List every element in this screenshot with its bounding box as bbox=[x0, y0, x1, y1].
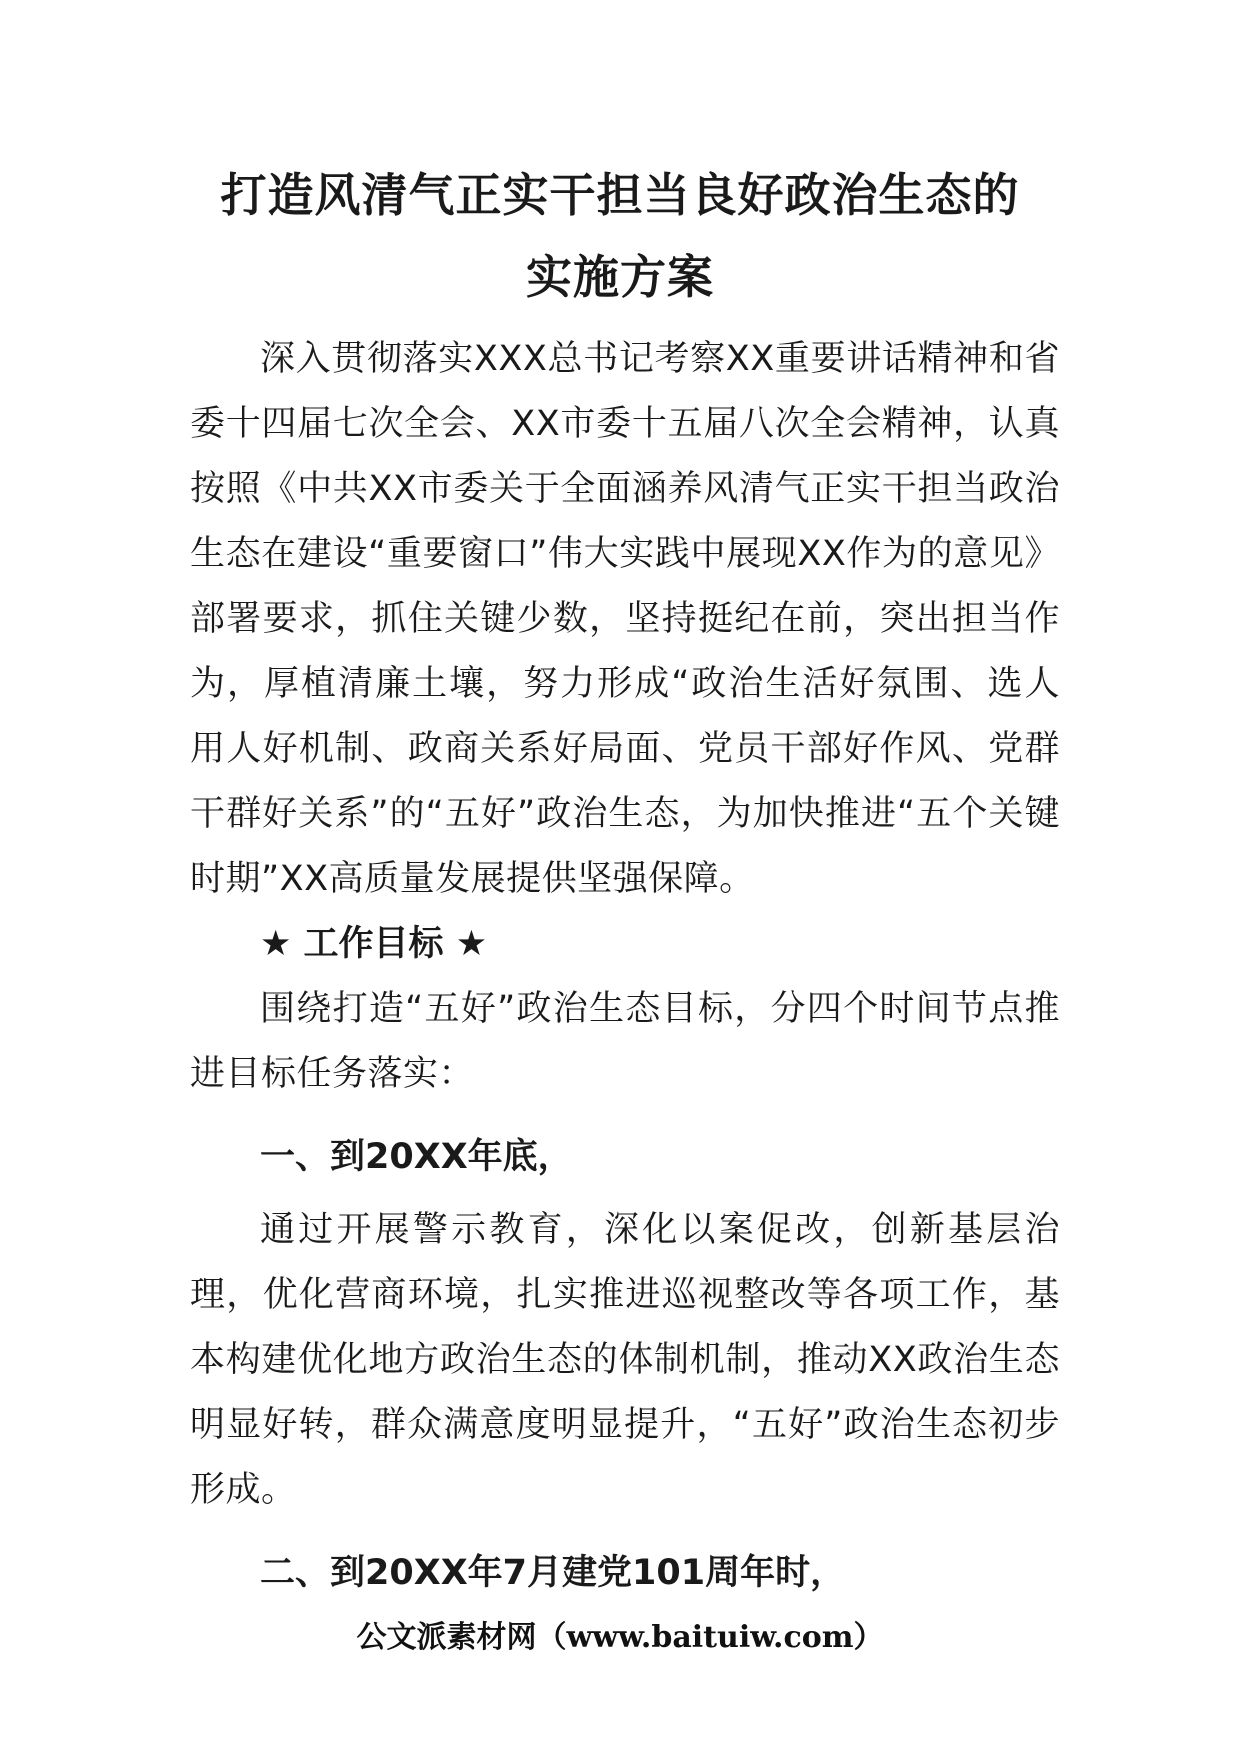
document-body bbox=[190, 327, 1060, 1606]
spacer bbox=[190, 1523, 1060, 1541]
intro-paragraph: 深入贯彻落实XXX总书记考察XX重要讲话精神和省委十四届七次全会、XX市委十五届八次全会精神，认真按照《中共XX市委关于全面涵养风清气正实干担当政治生态在建设“重要窗口”伟大实践中展现XX作为的意见》部署要求，抓住关键少数，坚持挺纪在前，突出担当作为，厚植清廉土壤，努力形成“政治生活好氛围、选人用人好机制、政商关系好局面、党员干部好作风、党群干群好关系”的“五好”政治生态，为加快推进“五个关键时期”XX高质量发展提供坚强保障。 bbox=[190, 339, 1060, 899]
spacer bbox=[190, 1190, 1060, 1198]
stage1-heading: 一、到20XX年底， bbox=[260, 1137, 573, 1177]
document-title-line1: 打造风清气正实干担当良好政治生态的 bbox=[220, 168, 1020, 222]
footer-watermark: 公文派素材网（www.baituiw.com） bbox=[356, 1620, 884, 1655]
stage2-heading: 二、到20XX年7月建党101周年时， bbox=[260, 1553, 846, 1593]
section-heading-work-goals: ★ 工作目标 ★ bbox=[260, 924, 488, 964]
document-title-line2: 实施方案 bbox=[526, 250, 714, 304]
goal-intro-paragraph: 围绕打造“五好”政治生态目标，分四个时间节点推进目标任务落实： bbox=[190, 989, 1060, 1094]
stage1-paragraph: 通过开展警示教育，深化以案促改，创新基层治理，优化营商环境，扎实推进巡视整改等各项工作，基本构建优化地方政治生态的体制机制，推动XX政治生态明显好转，群众满意度明显提升，“五好”政治生态初步形成。 bbox=[190, 1210, 1060, 1510]
spacer bbox=[190, 1107, 1060, 1125]
